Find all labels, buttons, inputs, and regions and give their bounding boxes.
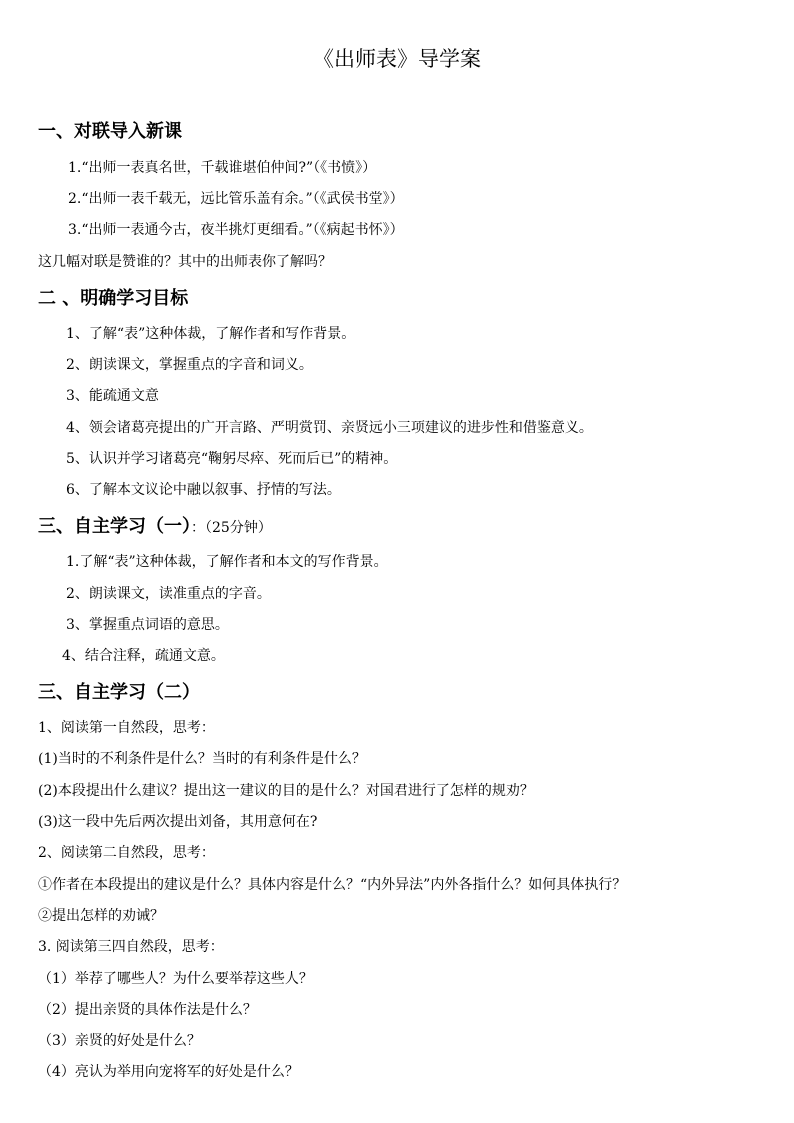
study-question: ①作者在本段提出的建议是什么？具体内容是什么？“内外异法”内外各指什么？如何具体执行？	[38, 877, 627, 893]
study-question: 2、阅读第二自然段，思考：	[38, 845, 215, 861]
self-study-item: 3、掌握重点词语的意思。	[66, 617, 229, 633]
goal-item: 1、了解“表”这种体裁，了解作者和写作背景。	[66, 326, 356, 342]
study-question: （1）举荐了哪些人？为什么要举荐这些人？	[38, 971, 313, 987]
section-heading-self-study-2: 三、自主学习（二）	[38, 682, 200, 703]
study-question: (1)当时的不利条件是什么？当时的有利条件是什么？	[38, 751, 366, 767]
study-question: （3）亲贤的好处是什么？	[38, 1033, 201, 1049]
goal-item: 5、认识并学习诸葛亮“鞠躬尽瘁、死而后已”的精神。	[66, 451, 398, 467]
study-question: ②提出怎样的劝诫？	[38, 908, 164, 924]
study-question: （2）提出亲贤的具体作法是什么？	[38, 1002, 257, 1018]
couplet-item: 2.“出师一表千载无，远比管乐盖有余。”（《武侯书堂》）	[68, 191, 404, 207]
intro-question: 这几幅对联是赞谁的？其中的出师表你了解吗？	[38, 254, 332, 270]
couplet-item: 1.“出师一表真名世，千载谁堪伯仲间?”（《书愤》）	[68, 160, 377, 176]
section-heading-text: 三、自主学习（一）	[38, 516, 191, 537]
section-heading-goals: 二 、明确学习目标	[38, 288, 189, 309]
couplet-item: 3.“出师一表通今古，夜半挑灯更细看。”（《病起书怀》）	[68, 222, 404, 238]
section-heading-couplets: 一、对联导入新课	[38, 121, 182, 142]
section-heading-self-study-1	[38, 514, 272, 541]
time-note: ：（25分钟）	[191, 520, 272, 536]
goal-item: 3、能疏通文意	[66, 388, 159, 404]
self-study-item: 2、朗读课文，读准重点的字音。	[66, 586, 271, 602]
study-question: （4）亮认为举用向宠将军的好处是什么？	[38, 1064, 299, 1080]
study-question: (3)这一段中先后两次提出刘备，其用意何在?	[38, 814, 318, 830]
goal-item: 4、领会诸葛亮提出的广开言路、严明赏罚、亲贤远小三项建议的进步性和借鉴意义。	[66, 420, 593, 436]
goal-item: 2、朗读课文，掌握重点的字音和词义。	[66, 357, 313, 373]
document-title: 《出师表》导学案	[313, 47, 481, 71]
study-question: (2)本段提出什么建议？提出这一建议的目的是什么？对国君进行了怎样的规劝？	[38, 783, 534, 799]
goal-item: 6、了解本文议论中融以叙事、抒情的写法。	[66, 482, 341, 498]
study-question: 3. 阅读第三四自然段，思考：	[38, 939, 224, 955]
self-study-item: 4、结合注释，疏通文意。	[62, 648, 225, 664]
study-question: 1、阅读第一自然段，思考：	[38, 720, 215, 736]
self-study-item: 1.了解“表”这种体裁，了解作者和本文的写作背景。	[66, 554, 388, 570]
